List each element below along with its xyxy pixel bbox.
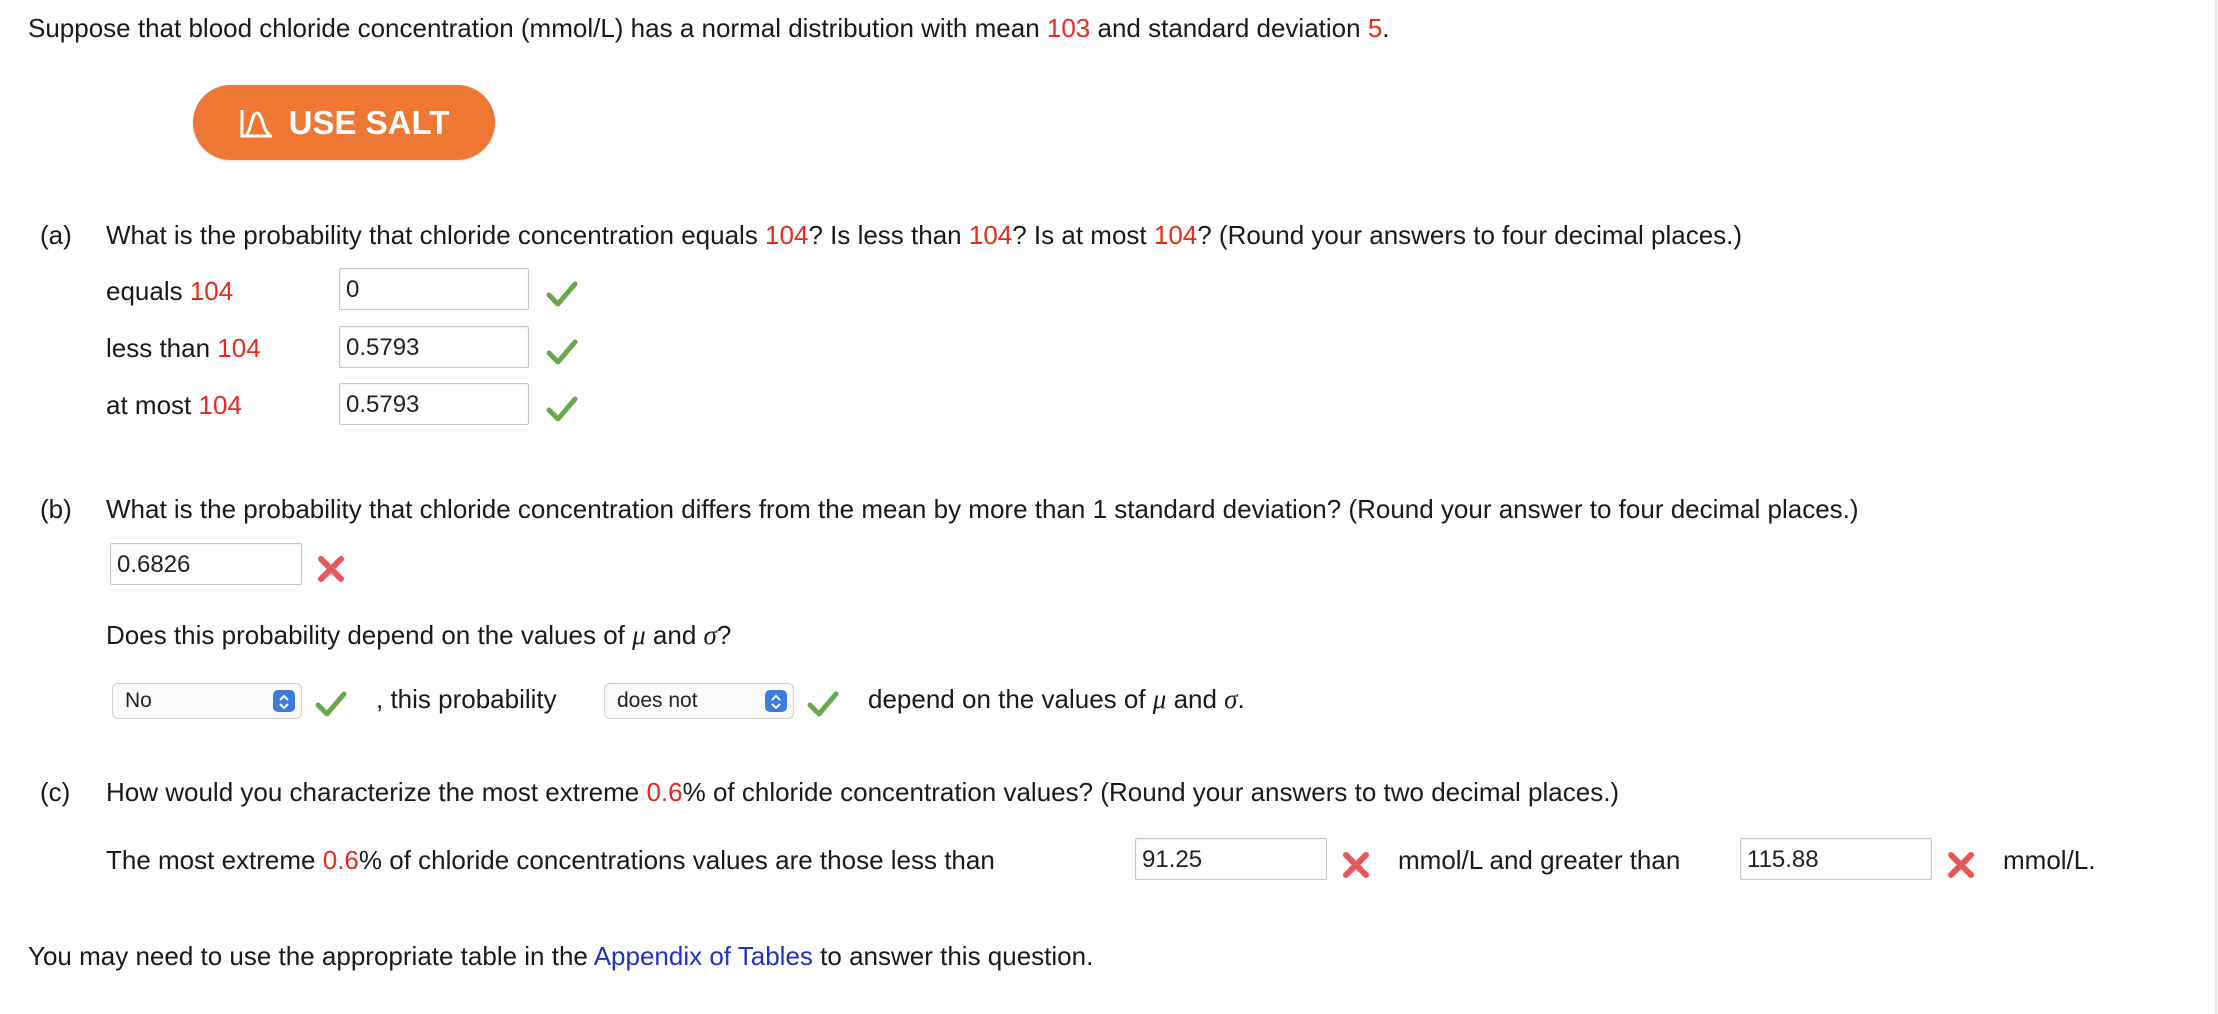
equals-answer-input[interactable]: 0: [339, 268, 529, 310]
cross-icon: [314, 552, 348, 586]
at-most-label: at most 104: [106, 390, 242, 420]
check-icon: [314, 687, 348, 721]
part-a-question: What is the probability that chloride concentration equals 104? Is less than 104? Is at most 104? (Round your answers to four decimal places.): [106, 220, 1743, 250]
page-edge-divider: [2215, 0, 2217, 1014]
select-arrows-icon: [765, 690, 787, 712]
cross-icon: [1339, 848, 1373, 882]
less-than-label: less than 104: [106, 333, 261, 363]
part-b-answer-input[interactable]: 0.6826: [110, 543, 302, 585]
sd-value: 5: [1367, 13, 1383, 43]
comma-text: , this probability: [376, 684, 557, 714]
part-b-question: What is the probability that chloride concentration differs from the mean by more than 1 standard deviation? (Round your answer to four decimal places.): [106, 494, 1859, 524]
footer-note: You may need to use the appropriate table in the Appendix of Tables to answer this question.: [28, 941, 1094, 971]
at-most-answer-input[interactable]: 0.5793: [339, 383, 529, 425]
check-icon: [545, 335, 579, 369]
appendix-link[interactable]: Appendix of Tables: [593, 941, 813, 971]
salt-graph-icon: [239, 107, 275, 139]
part-c-statement: The most extreme 0.6% of chloride concentrations values are those less than: [106, 845, 995, 875]
part-c-label: (c): [40, 777, 71, 807]
check-icon: [545, 392, 579, 426]
dependence-sentence-end: depend on the values of μ and σ.: [868, 684, 1245, 714]
intro-text: Suppose that blood chloride concentration (mmol/L) has a normal distribution with mean 103 and standard deviation 5.: [28, 13, 1390, 43]
dependence-yes-no-select[interactable]: No: [112, 683, 302, 719]
part-c-question: How would you characterize the most extreme 0.6% of chloride concentration values? (Round your answers to two decimal places.): [106, 777, 1620, 807]
less-than-answer-input[interactable]: 0.5793: [339, 326, 529, 368]
equals-label: equals 104: [106, 276, 234, 306]
dependence-does-select[interactable]: does not: [604, 683, 794, 719]
check-icon: [545, 277, 579, 311]
units-end-text: mmol/L.: [2003, 845, 2096, 875]
lower-bound-input[interactable]: 91.25: [1135, 838, 1327, 880]
units-and-text: mmol/L and greater than: [1398, 845, 1681, 875]
select-arrows-icon: [273, 690, 295, 712]
upper-bound-input[interactable]: 115.88: [1740, 838, 1932, 880]
part-a-label: (a): [40, 220, 72, 250]
part-b-label: (b): [40, 494, 72, 524]
dependence-question: Does this probability depend on the values of μ and σ?: [106, 620, 732, 650]
mean-value: 103: [1046, 13, 1091, 43]
check-icon: [806, 687, 840, 721]
cross-icon: [1944, 848, 1978, 882]
use-salt-button[interactable]: USE SALT: [193, 85, 495, 160]
